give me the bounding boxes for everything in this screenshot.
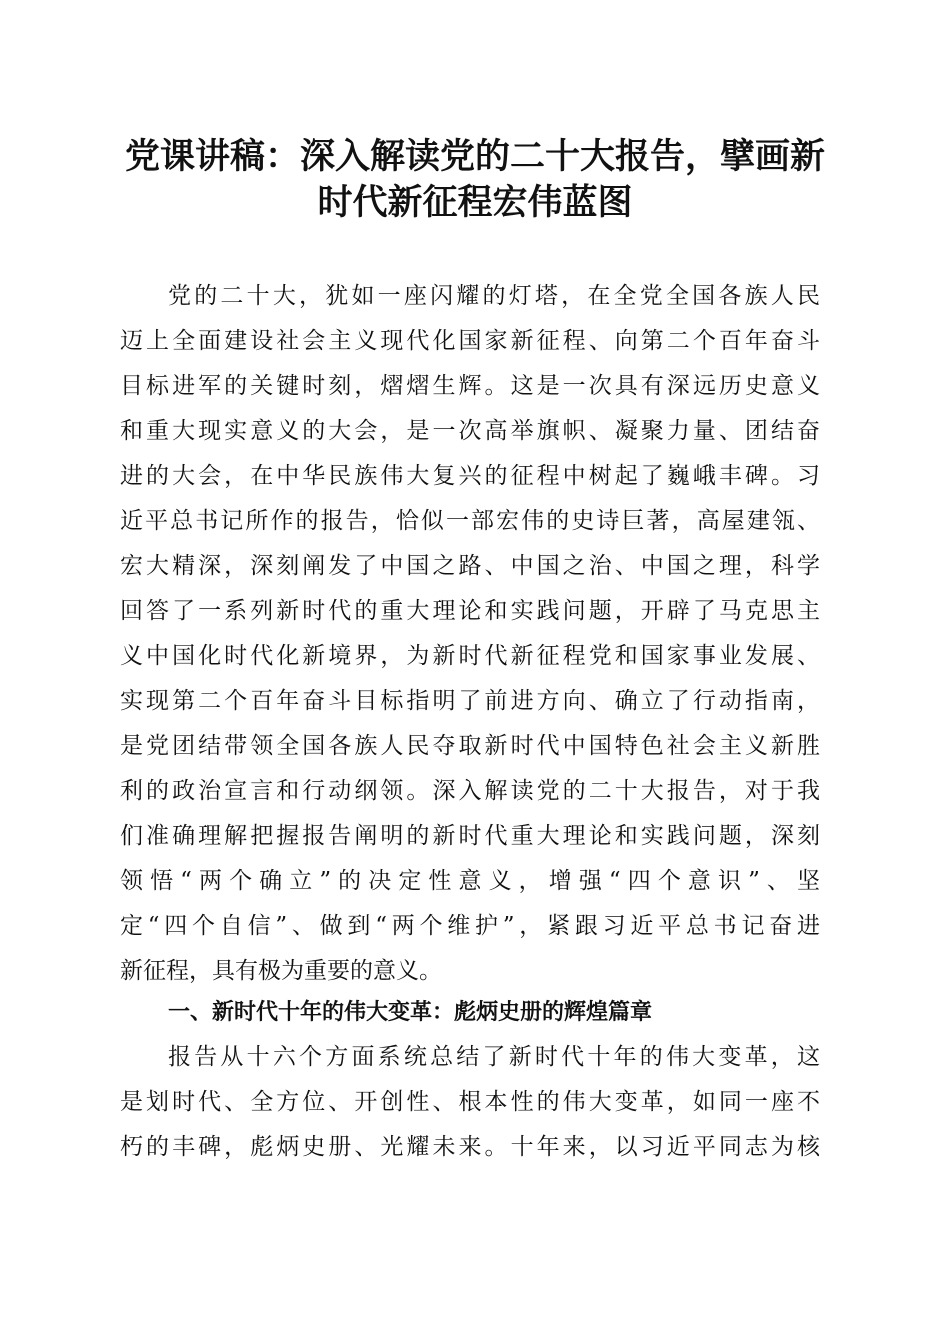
paragraph-line: 们准确理解把握报告阐明的新时代重大理论和实践问题，深刻 [120,823,820,849]
paragraph-line: 党的二十大，犹如一座闪耀的灯塔，在全党全国各族人民 [168,283,820,309]
paragraph-line: 定“四个自信”、做到“两个维护”，紧跟习近平总书记奋进 [120,913,820,939]
paragraph-line: 迈上全面建设社会主义现代化国家新征程、向第二个百年奋斗 [120,328,820,354]
paragraph-line: 利的政治宣言和行动纲领。深入解读党的二十大报告，对于我 [120,778,820,804]
section-heading: 一、新时代十年的伟大变革：彪炳史册的辉煌篇章 [168,1000,653,1025]
paragraph-line: 新征程，具有极为重要的意义。 [120,958,442,984]
paragraph-line: 进的大会，在中华民族伟大复兴的征程中树起了巍峨丰碑。习 [120,463,820,489]
paragraph-line: 是划时代、全方位、开创性、根本性的伟大变革，如同一座不 [120,1089,820,1115]
paragraph-line: 义中国化时代化新境界，为新时代新征程党和国家事业发展、 [120,643,820,669]
paragraph-line: 回答了一系列新时代的重大理论和实践问题，开辟了马克思主 [120,598,820,624]
paragraph-line: 目标进军的关键时刻，熠熠生辉。这是一次具有深远历史意义 [120,373,820,399]
paragraph-line: 实现第二个百年奋斗目标指明了前进方向、确立了行动指南， [120,688,820,714]
title-line: 党课讲稿：深入解读党的二十大报告，擘画新 [124,136,825,177]
paragraph-line: 和重大现实意义的大会，是一次高举旗帜、凝聚力量、团结奋 [120,418,820,444]
paragraph-line: 报告从十六个方面系统总结了新时代十年的伟大变革，这 [168,1044,820,1070]
paragraph-line: 近平总书记所作的报告，恰似一部宏伟的史诗巨著，高屋建瓴、 [120,508,820,534]
paragraph-line: 领悟“两个确立”的决定性意义，增强“四个意识”、坚 [120,868,820,894]
document-title [118,134,832,226]
paragraph-line: 宏大精深，深刻阐发了中国之路、中国之治、中国之理，科学 [120,553,820,579]
paragraph-line: 是党团结带领全国各族人民夺取新时代中国特色社会主义新胜 [120,733,820,759]
title-line: 时代新征程宏伟蓝图 [317,182,633,223]
paragraph-line: 朽的丰碑，彪炳史册、光耀未来。十年来，以习近平同志为核 [120,1134,820,1160]
